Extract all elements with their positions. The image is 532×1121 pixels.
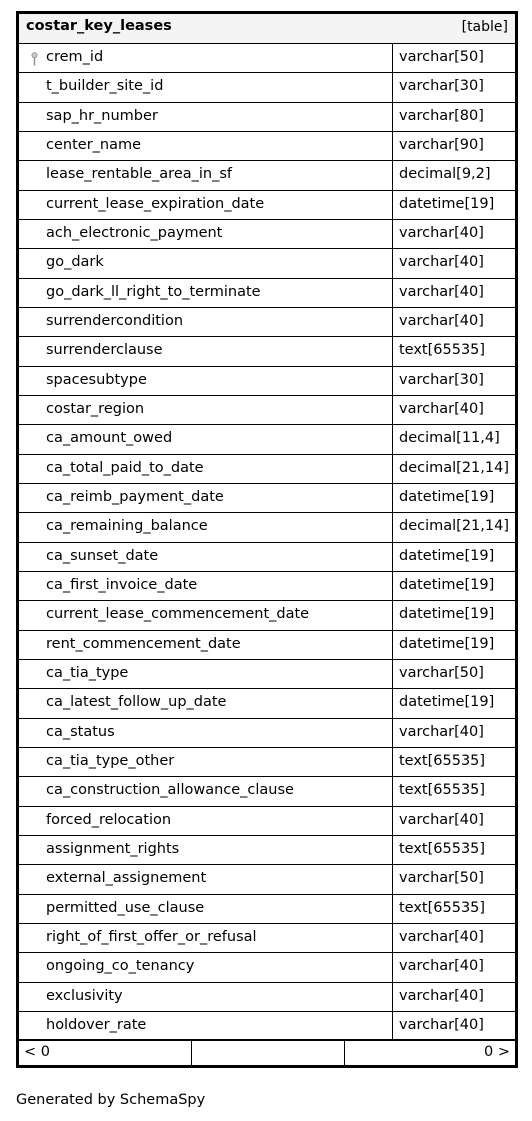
column-name: costar_region — [46, 400, 145, 417]
table-footer — [19, 1039, 515, 1067]
column-name: lease_rentable_area_in_sf — [46, 166, 233, 183]
column-type: text[65535] — [399, 782, 486, 799]
column-name: ca_total_paid_to_date — [46, 459, 204, 476]
column-type: datetime[19] — [399, 635, 495, 652]
table-row — [19, 191, 515, 220]
column-type: varchar[40] — [399, 723, 484, 740]
table-row — [19, 865, 515, 894]
footer-divider — [344, 1041, 345, 1067]
table-row — [19, 777, 515, 806]
column-name: external_assignement — [46, 870, 207, 887]
table-row — [19, 44, 515, 73]
table-row — [19, 249, 515, 278]
table-row — [19, 660, 515, 689]
column-name: ach_electronic_payment — [46, 224, 223, 241]
column-type: varchar[40] — [399, 400, 484, 417]
column-type: varchar[80] — [399, 107, 484, 124]
column-name: sap_hr_number — [46, 107, 158, 124]
column-type: varchar[50] — [399, 49, 484, 65]
column-name: t_builder_site_id — [46, 78, 164, 95]
table-row — [19, 367, 515, 396]
column-name: spacesubtype — [46, 371, 147, 388]
table-row — [19, 161, 515, 190]
table-row — [19, 455, 515, 484]
table-row — [19, 484, 515, 513]
table-row — [19, 895, 515, 924]
column-type: varchar[40] — [399, 312, 484, 329]
column-name: ca_tia_type — [46, 664, 129, 681]
footer-divider — [191, 1041, 192, 1067]
column-name: ca_sunset_date — [46, 547, 159, 564]
column-name: ca_latest_follow_up_date — [46, 694, 227, 711]
table-row — [19, 103, 515, 132]
column-type: decimal[9,2] — [399, 166, 491, 183]
children-count: 0 > — [484, 1044, 510, 1060]
table-row — [19, 983, 515, 1012]
column-type: datetime[19] — [399, 576, 495, 593]
column-name: ca_tia_type_other — [46, 752, 175, 769]
column-type: text[65535] — [399, 342, 486, 359]
column-type: varchar[40] — [399, 928, 484, 945]
column-type: datetime[19] — [399, 488, 495, 505]
column-name: ongoing_co_tenancy — [46, 958, 195, 975]
table-row — [19, 601, 515, 630]
column-name: center_name — [46, 136, 142, 153]
column-type: varchar[40] — [399, 224, 484, 241]
column-type: decimal[21,14] — [399, 459, 509, 476]
column-name: rent_commencement_date — [46, 635, 241, 652]
column-type: varchar[30] — [399, 371, 484, 388]
column-name: ca_status — [46, 723, 115, 740]
table-row — [19, 279, 515, 308]
table-name: costar_key_leases — [26, 18, 172, 34]
table-row — [19, 631, 515, 660]
column-type: varchar[40] — [399, 1016, 484, 1033]
column-type: text[65535] — [399, 752, 486, 769]
table-row — [19, 689, 515, 718]
column-type: datetime[19] — [399, 694, 495, 711]
key-icon — [31, 52, 38, 66]
table-row — [19, 425, 515, 454]
column-type: text[65535] — [399, 899, 486, 916]
column-name: go_dark — [46, 254, 104, 271]
column-name: ca_first_invoice_date — [46, 576, 198, 593]
column-type: varchar[40] — [399, 811, 484, 828]
parents-count: < 0 — [24, 1044, 50, 1060]
column-name: current_lease_commencement_date — [46, 606, 310, 623]
table-kind: [table] — [461, 19, 508, 35]
column-type: varchar[40] — [399, 254, 484, 271]
table-row — [19, 513, 515, 542]
column-name: surrenderclause — [46, 342, 163, 359]
column-type: varchar[50] — [399, 664, 484, 681]
column-name: crem_id — [46, 49, 104, 65]
column-type: varchar[90] — [399, 136, 484, 153]
column-type: varchar[50] — [399, 870, 484, 887]
column-type: varchar[30] — [399, 78, 484, 95]
table-row — [19, 572, 515, 601]
table-row — [19, 836, 515, 865]
table-row — [19, 220, 515, 249]
table-row — [19, 396, 515, 425]
table-row — [19, 73, 515, 102]
column-name: permitted_use_clause — [46, 899, 205, 916]
table-row — [19, 1012, 515, 1041]
table-row — [19, 337, 515, 366]
column-type: varchar[40] — [399, 958, 484, 975]
column-type: decimal[21,14] — [399, 518, 509, 535]
table-row — [19, 308, 515, 337]
column-name: holdover_rate — [46, 1016, 147, 1033]
column-type: varchar[40] — [399, 283, 484, 300]
column-name: right_of_first_offer_or_refusal — [46, 928, 257, 945]
generated-by-label: Generated by SchemaSpy — [16, 1092, 206, 1108]
column-name: current_lease_expiration_date — [46, 195, 265, 212]
table-row — [19, 953, 515, 982]
column-name: ca_remaining_balance — [46, 518, 208, 535]
table-header — [19, 14, 515, 44]
table-row — [19, 807, 515, 836]
table-row — [19, 748, 515, 777]
column-type: decimal[11,4] — [399, 430, 500, 447]
table-node — [16, 11, 518, 1068]
column-name: ca_construction_allowance_clause — [46, 782, 294, 799]
table-row — [19, 719, 515, 748]
column-name: go_dark_ll_right_to_terminate — [46, 283, 261, 300]
table-row — [19, 543, 515, 572]
column-name: surrendercondition — [46, 312, 184, 329]
column-type: datetime[19] — [399, 195, 495, 212]
column-type: datetime[19] — [399, 547, 495, 564]
table-row — [19, 132, 515, 161]
column-name: ca_amount_owed — [46, 430, 173, 447]
column-type: text[65535] — [399, 840, 486, 857]
column-name: forced_relocation — [46, 811, 172, 828]
column-name: assignment_rights — [46, 840, 180, 857]
table-row — [19, 924, 515, 953]
column-name: exclusivity — [46, 987, 123, 1004]
column-name: ca_reimb_payment_date — [46, 488, 224, 505]
column-type: varchar[40] — [399, 987, 484, 1004]
column-type: datetime[19] — [399, 606, 495, 623]
